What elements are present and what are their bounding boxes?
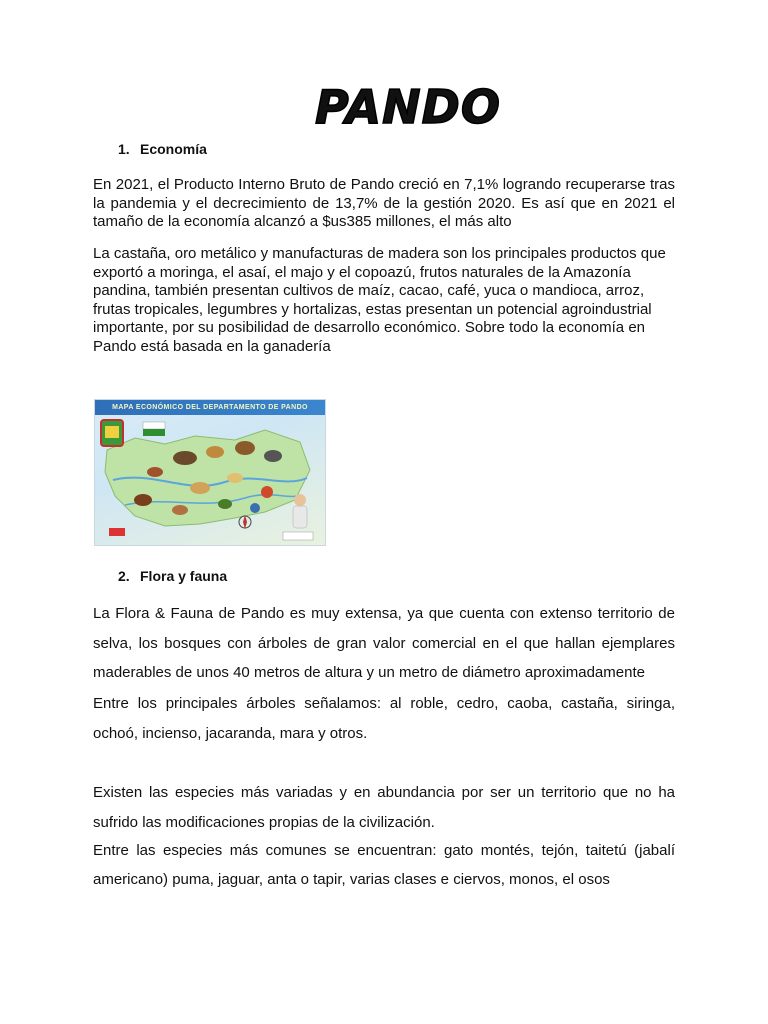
coat-of-arms-inner	[105, 426, 119, 438]
section-heading-label: Flora y fauna	[140, 568, 228, 584]
section-heading-economia	[118, 141, 207, 157]
farmer-body	[293, 506, 307, 528]
logo-icon	[109, 528, 125, 536]
paragraph-flora: La Flora & Fauna de Pando es muy extensa, ya que cuenta con extenso territorio de selva, los bosques con árboles de gran valor comercial en el que hallan ejemplares maderables de unos 40 metros de altura y un metro de diámetro aproximadamente	[93, 605, 675, 681]
paragraph-arboles: Entre los principales árboles señalamos: al roble, cedro, caoba, castaña, siringa, ochoó, incienso, jacaranda, mara y otros.	[93, 695, 675, 742]
paragraph-fauna: Entre las especies más comunes se encuentran: gato montés, tejón, taitetú (jabalí americano) puma, jaguar, anta o tapir, varias clases e ciervos, monos, el osos	[93, 842, 675, 888]
animal-icon	[172, 505, 188, 515]
map-illustration	[95, 400, 325, 545]
animal-icon	[206, 446, 224, 458]
section-heading-flora-fauna	[118, 568, 227, 584]
bird-icon	[250, 503, 260, 513]
economic-map-image	[94, 399, 326, 546]
logo-icon	[283, 532, 313, 540]
paragraph-especies: Existen las especies más variadas y en abundancia por ser un territorio que no ha sufrido las modificaciones propias de la civilización.	[93, 784, 675, 831]
animal-icon	[134, 494, 152, 506]
map-banner: MAPA ECONÓMICO DEL DEPARTAMENTO DE PANDO	[95, 400, 325, 415]
animal-icon	[173, 451, 197, 465]
section-number: 2.	[118, 568, 130, 584]
section-heading-label: Economía	[140, 141, 207, 157]
page-title: PANDO	[315, 80, 501, 134]
animal-icon	[147, 467, 163, 477]
compass-needle	[243, 515, 247, 529]
flag-icon	[143, 422, 165, 429]
paragraph-pib: En 2021, el Producto Interno Bruto de Pando creció en 7,1% logrando recuperarse tras la pandemia y el decrecimiento de 13,7% de la gestión 2020. Es así que en 2021 el tamaño de la economía alcanzó a $us385 millones, el más alto	[93, 176, 675, 230]
flag-stripe	[143, 429, 165, 436]
product-icon	[190, 482, 210, 494]
animal-icon	[264, 450, 282, 462]
paragraph-productos: La castaña, oro metálico y manufacturas de madera son los principales productos que exportó a moringa, el asaí, el majo y el copoazú, frutos naturales de la Amazonía pandina, también presentan cultivos de maíz, cacao, café, yuca o mandioca, arroz, frutas tropicales, legumbres y hortalizas, estas presentan un potencial agroindustrial importante, por su posibilidad de desarrollo económico. Sobre todo la economía en Pando está basada en la ganadería	[93, 245, 666, 355]
section-number: 1.	[118, 141, 130, 157]
tree-icon	[218, 499, 232, 509]
product-icon	[227, 473, 243, 483]
animal-icon	[235, 441, 255, 455]
bird-icon	[261, 486, 273, 498]
farmer-head	[294, 494, 306, 506]
